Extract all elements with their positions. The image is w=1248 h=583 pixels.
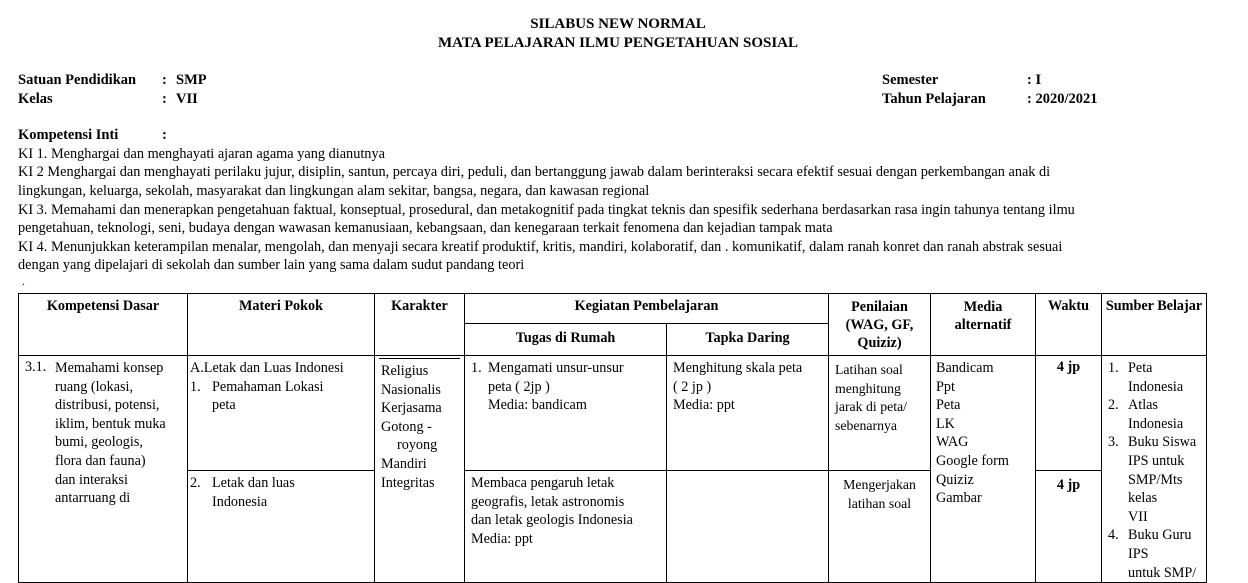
ki-line: KI 2 Menghargai dan menghayati perilaku jujur, disiplin, santun, percaya diri, peduli, dan bertanggung jawab dalam berinteraksi secara efektif sesuai dengan perkembangan anak di [18, 164, 1051, 180]
satuan-colon: : [162, 72, 167, 88]
col-header-tapka: Tapka Daring [667, 324, 829, 356]
semester-value: : I [1027, 72, 1042, 88]
document-subtitle: MATA PELAJARAN ILMU PENGETAHUAN SOSIAL [437, 35, 799, 51]
media-cell: Bandicam Ppt Peta LK WAG Google form Quiziz Gambar [931, 356, 1036, 583]
col-header-karakter: Karakter [375, 294, 465, 356]
sumber-cell: 1. Peta Indonesia 2. Atlas Indonesia 3. Buku Siswa IPS untuk SMP/Mts kelas VII 4. Buku Guru IPS untuk SMP/ [1102, 356, 1207, 583]
syllabus-table [18, 293, 1207, 583]
tapka-cell-2 [667, 470, 829, 582]
stray-dot: . [22, 274, 25, 288]
kelas-label: Kelas [18, 91, 53, 107]
document-title: SILABUS NEW NORMAL [530, 16, 706, 32]
satuan-label: Satuan Pendidikan [18, 72, 137, 88]
ki-line: KI 4. Menunjukkan keterampilan menalar, mengolah, dan menyaji secara kreatif produktif, kritis, mandiri, kolaboratif, dan . komunikatif, dalam ranah konret dan ranah abstrak sesuai [18, 239, 1063, 255]
waktu-cell-1: 4 jp [1036, 356, 1102, 471]
col-header-waktu: Waktu [1036, 294, 1102, 356]
tapka-cell-1: Menghitung skala peta ( 2 jp ) Media: ppt [667, 356, 829, 471]
col-header-penilaian: Penilaian (WAG, GF, Quiziz) [829, 294, 931, 356]
ki-line: KI 1. Menghargai dan menghayati ajaran agama yang dianutnya [18, 146, 385, 162]
tugas-cell-2: Membaca pengaruh letak geografis, letak astronomis dan letak geologis Indonesia Media: ppt [465, 470, 667, 582]
tahun-value: : 2020/2021 [1027, 91, 1098, 107]
semester-label: Semester [882, 72, 939, 88]
ki-line: KI 3. Memahami dan menerapkan pengetahuan faktual, konseptual, prosedural, dan metakognitif pada tingkat teknis dan spesifik sederhana berdasarkan rasa ingin tahunya tentang ilmu [18, 202, 1075, 218]
kelas-value: VII [176, 91, 198, 107]
karakter-cell: Religius Nasionalis Kerjasama Gotong - royong Mandiri Integritas [375, 356, 465, 583]
tahun-label: Tahun Pelajaran [882, 91, 986, 107]
col-header-sumber: Sumber Belajar [1102, 294, 1207, 356]
col-header-kegiatan: Kegiatan Pembelajaran [465, 294, 829, 324]
ki-colon: : [162, 127, 167, 143]
materi-cell-2: 2. Letak dan luas Indonesia [188, 470, 375, 582]
col-header-kd: Kompetensi Dasar [19, 294, 188, 356]
materi-cell-1: A.Letak dan Luas Indonesi 1. Pemahaman Lokasi peta [188, 356, 375, 471]
kd-cell: 3.1. Memahami konsep ruang (lokasi, distribusi, potensi, iklim, bentuk muka bumi, geologis, flora dan fauna) dan interaksi antarruang di [19, 356, 188, 583]
ki-line: lingkungan, keluarga, sekolah, masyarakat dan lingkungan alam sekitar, bangsa, negara, dan kawasan regional [18, 183, 650, 199]
col-header-tugas: Tugas di Rumah [465, 324, 667, 356]
penilaian-cell-2: Mengerjakan latihan soal [829, 470, 931, 582]
col-header-media: Media alternatif [931, 294, 1036, 356]
col-header-materi: Materi Pokok [188, 294, 375, 356]
ki-line: pengetahuan, teknologi, seni, budaya dengan wawasan kemanusiaan, kebangsaan, dan kenegaraan terkait fenomena dan kejadian tampak mata [18, 220, 833, 236]
penilaian-cell-1: Latihan soal menghitung jarak di peta/ sebenarnya [829, 356, 931, 471]
tugas-cell-1: 1. Mengamati unsur-unsur peta ( 2jp ) Media: bandicam [465, 356, 667, 471]
satuan-value: SMP [176, 72, 207, 88]
kelas-colon: : [162, 91, 167, 107]
ki-label: Kompetensi Inti [18, 127, 119, 143]
waktu-cell-2: 4 jp [1036, 470, 1102, 582]
ki-line: dengan yang dipelajari di sekolah dan sumber lain yang sama dalam sudut pandang teori [18, 257, 525, 273]
